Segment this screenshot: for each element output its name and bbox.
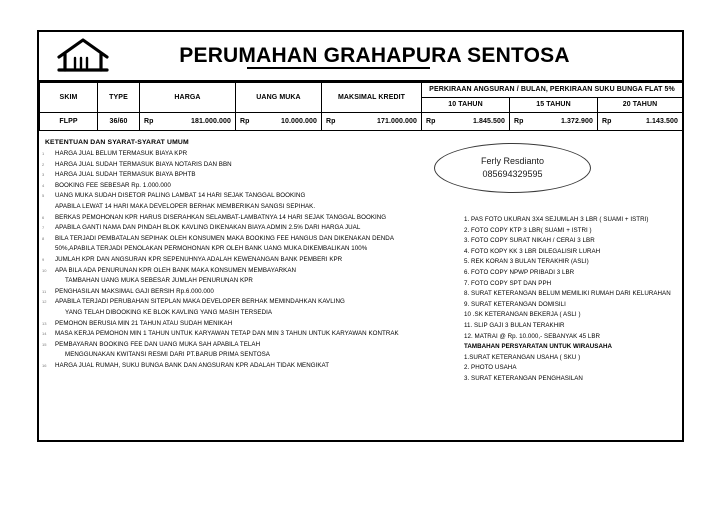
terms-item-number: 1 (42, 151, 45, 156)
requirements-list-item: 12. MATRAI @ Rp. 10.000,- SEBANYAK 45 LBR (464, 332, 601, 340)
terms-item-text: APABILA GANTI NAMA DAN PINDAH BLOK KAVLING DIKENAKAN BIAYA ADMIN 2.5% DARI HARGA JUAL (55, 224, 361, 232)
col-header-uang-muka: UANG MUKA (236, 83, 322, 113)
requirements-list-item: 7. FOTO COPY SPT DAN PPH (464, 279, 552, 287)
terms-item-text: BERKAS PEMOHONAN KPR HARUS DISERAHKAN SELAMBAT-LAMBATNYA 14 HARI SEJAK TANGGAL BOOKING (55, 213, 387, 221)
terms-item-number: 15 (42, 341, 47, 347)
terms-item-text: HARGA JUAL SUDAH TERMASUK BIAYA NOTARIS DAN BBN (55, 160, 232, 168)
requirements-list-item: 2. FOTO COPY KTP 3 LBR( SUAMI + ISTRI ) (464, 226, 592, 234)
terms-item-number: 8 (42, 235, 45, 241)
requirements-list-item: 2. PHOTO USAHA (464, 364, 517, 372)
contact-name: Ferly Resdianto (480, 156, 545, 166)
terms-list-item (39, 191, 682, 202)
terms-item-text: APA BILA ADA PENURUNAN KPR OLEH BANK MAKA KONSUMEN MEMBAYARKAN (55, 266, 297, 274)
terms-item-number: 12 (42, 299, 47, 305)
requirements-list-item: 8. SURAT KETERANGAN BELUM MEMILIKI RUMAH DARI KELURAHAN (464, 290, 671, 298)
cell-type: 36/60 (98, 113, 140, 131)
pricing-table (39, 82, 683, 131)
table-row (40, 113, 683, 131)
contact-phone: 085694329595 (482, 169, 543, 179)
terms-item-number: 14 (42, 331, 47, 337)
page-title: PERUMAHAN GRAHAPURA SENTOSA (179, 44, 570, 67)
terms-item-number: 16 (42, 362, 47, 368)
terms-item-text: JUMLAH KPR DAN ANGSURAN KPR SEPENUHNYA ADALAH KEWENANGAN BANK PEMBERI KPR (55, 255, 343, 263)
requirements-list-item: 1.SURAT KETERANGAN USAHA ( SKU ) (464, 353, 581, 361)
currency-prefix: Rp (326, 118, 336, 125)
house-icon (39, 32, 127, 80)
requirements-subheading: TAMBAHAN PERSYARATAN UNTUK WIRAUSAHA (464, 343, 612, 351)
cell-angsuran-10-value: 1.845.500 (472, 118, 505, 125)
col-header-installment-group: PERKIRAAN ANGSURAN / BULAN, PERKIRAAN SUKU BUNGA FLAT 5% (422, 83, 683, 98)
terms-item-number: 7 (42, 225, 45, 231)
terms-and-requirements-section (39, 131, 682, 426)
terms-item-text: APABILA TERJADI PERUBAHAN SITEPLAN MAKA DEVELOPER BERHAK MEMINDAHKAN KAVLING (55, 298, 345, 306)
terms-item-text: HARGA JUAL SUDAH TERMASUK BIAYA BPHTB (55, 171, 196, 179)
currency-prefix: Rp (240, 118, 250, 125)
col-header-type: TYPE (98, 83, 140, 113)
cell-skim: FLPP (40, 113, 98, 131)
col-header-harga: HARGA (140, 83, 236, 113)
table-header-row-1 (40, 83, 683, 98)
requirements-list-item: 11. SLIP GAJI 3 BULAN TERAKHIR (464, 321, 565, 329)
terms-item-text: PEMBAYARAN BOOKING FEE DAN UANG MUKA SAH APABILA TELAH (55, 340, 261, 348)
cell-maksimal-kredit-value: 171.000.000 (376, 118, 417, 125)
cell-angsuran-20-value: 1.143.500 (645, 118, 679, 125)
document-frame (37, 30, 684, 442)
terms-item-number: 13 (42, 320, 47, 326)
requirements-list-item: 5. REK KORAN 3 BULAN TERAKHIR (ASLI) (464, 258, 589, 266)
terms-item-text: HARGA JUAL BELUM TERMASUK BIAYA KPR (55, 150, 188, 157)
cell-angsuran-10 (422, 113, 510, 131)
requirements-list-item: 3. FOTO COPY SURAT NIKAH / CERAI 3 LBR (464, 237, 595, 245)
terms-item-number: 10 (42, 267, 47, 273)
handwritten-contact-note (434, 143, 591, 193)
terms-item-text: UANG MUKA SUDAH DISETOR PALING LAMBAT 14 HARI SEJAK TANGGAL BOOKING (55, 192, 306, 200)
col-header-term-15: 15 TAHUN (510, 98, 598, 113)
cell-angsuran-15 (510, 113, 598, 131)
terms-item-text: PENGHASILAN MAKSIMAL GAJI BERSIH Rp.6.000.000 (55, 287, 214, 295)
cell-maksimal-kredit (322, 113, 422, 131)
requirements-list-item: 3. SURAT KETERANGAN PENGHASILAN (464, 374, 583, 382)
requirements-list-item: 9. SURAT KETERANGAN DOMISILI (464, 300, 566, 308)
requirements-list-item: 4. FOTO KOPY KK 3 LBR DILEGALISIR LURAH (464, 247, 601, 255)
currency-prefix: Rp (602, 118, 612, 125)
terms-item-text: BILA TERJADI PEMBATALAN SEPIHAK OLEH KONSUMEN MAKA BOOKING FEE HANGUS DAN DIKENAKAN DENDA (55, 234, 394, 242)
terms-item-text: YANG TELAH DIBOOKING KE BLOK KAVLING YANG MASIH TERSEDIA (65, 308, 273, 316)
terms-item-number: 2 (42, 161, 45, 167)
terms-item-number: 11 (42, 288, 47, 294)
requirements-list-item: 10 .SK KETERANGAN BEKERJA ( ASLI ) (464, 311, 581, 319)
cell-harga (140, 113, 236, 131)
terms-item-text: BOOKING FEE SEBESAR Rp. 1.000.000 (55, 181, 171, 189)
terms-heading: KETENTUAN DAN SYARAT-SYARAT UMUM (45, 139, 189, 146)
currency-prefix: Rp (514, 118, 524, 125)
terms-item-number: 9 (42, 256, 45, 262)
cell-angsuran-20 (598, 113, 683, 131)
currency-prefix: Rp (426, 118, 436, 125)
cell-angsuran-15-value: 1.372.900 (560, 118, 593, 125)
cell-harga-value: 181.000.000 (190, 118, 231, 125)
cell-uang-muka-value: 10.000.000 (280, 118, 317, 125)
terms-item-text: APABILA LEWAT 14 HARI MAKA DEVELOPER BERHAK MEMBERIKAN SANGSI SEPIHAK. (55, 202, 316, 210)
col-header-term-20: 20 TAHUN (598, 98, 683, 113)
terms-item-number: 3 (42, 172, 45, 178)
terms-item-number: 4 (42, 182, 45, 188)
document-header (39, 32, 682, 82)
terms-item-number: 5 (42, 193, 45, 199)
col-header-term-10: 10 TAHUN (422, 98, 510, 113)
col-header-skim: SKIM (40, 83, 98, 113)
terms-item-text: MASA KERJA PEMOHON MIN 1 TAHUN UNTUK KARYAWAN TETAP DAN MIN 3 TAHUN UNTUK KARYAWAN KONTRAK (55, 330, 399, 338)
terms-item-text: MENGGUNAKAN KWITANSI RESMI DARI PT.BARUB PRIMA SENTOSA (65, 351, 270, 359)
currency-prefix: Rp (144, 118, 154, 125)
col-header-maksimal-kredit: MAKSIMAL KREDIT (322, 83, 422, 113)
requirements-list-item: 1. PAS FOTO UKURAN 3X4 SEJUMLAH 3 LBR ( SUAMI + ISTRI) (464, 216, 649, 223)
terms-list-item (39, 181, 682, 192)
terms-item-number: 6 (42, 214, 45, 220)
requirements-list-item: 6. FOTO COPY NPWP PRIBADI 3 LBR (464, 268, 575, 276)
terms-list-item (39, 202, 682, 213)
cell-uang-muka (236, 113, 322, 131)
title-cell (127, 44, 682, 68)
terms-item-text: TAMBAHAN UANG MUKA SEBESAR JUMLAH PENURUNAN KPR (65, 277, 253, 285)
terms-item-text: PEMOHON BERUSIA MIN 21 TAHUN ATAU SUDAH MENIKAH (55, 319, 233, 327)
terms-item-text: HARGA JUAL RUMAH, SUKU BUNGA BANK DAN ANGSURAN KPR ADALAH TIDAK MENGIKAT (55, 361, 330, 369)
terms-item-text: 50%,APABILA TERJADI PENOLAKAN PERMOHONAN KPR OLEH BANK UANG MUKA DIKEMBALIKAN 100% (55, 245, 368, 253)
requirements-list (464, 215, 682, 385)
